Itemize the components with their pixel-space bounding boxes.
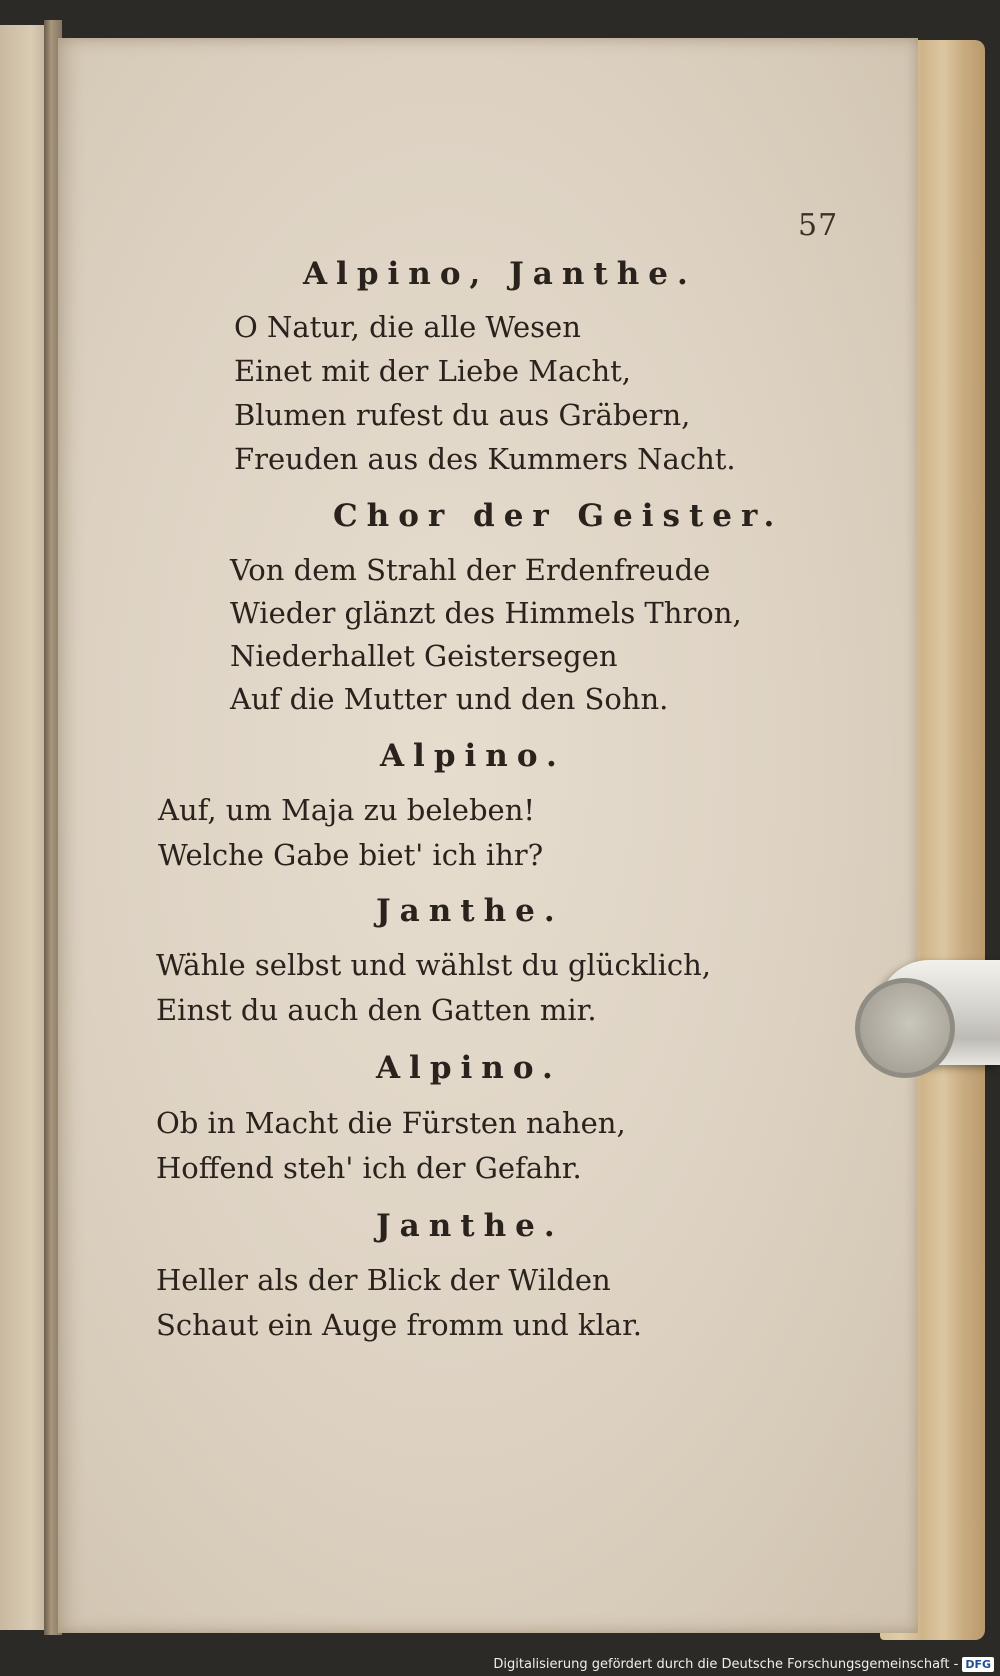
speaker-heading: Alpino.: [376, 1050, 562, 1086]
verse-line: Wieder glänzt des Himmels Thron,: [230, 596, 742, 630]
verse-line: Ob in Macht die Fürsten nahen,: [156, 1106, 626, 1140]
verse-line: O Natur, die alle Wesen: [234, 310, 581, 344]
verse-line: Heller als der Blick der Wilden: [156, 1263, 611, 1297]
verse-line: Schaut ein Auge fromm und klar.: [156, 1308, 642, 1342]
digitization-credit: [493, 1657, 994, 1672]
verse-line: Auf, um Maja zu beleben!: [158, 793, 536, 827]
page-number: 57: [798, 208, 839, 243]
page-clip: [855, 960, 1000, 1075]
speaker-heading: Janthe.: [376, 1208, 564, 1244]
verse-line: Freuden aus des Kummers Nacht.: [234, 442, 736, 476]
book-page: [58, 38, 918, 1633]
verse-line: Niederhallet Geistersegen: [230, 639, 618, 673]
verse-line: Einst du auch den Gatten mir.: [156, 993, 597, 1027]
clip-ring: [855, 978, 955, 1078]
credit-text: Digitalisierung gefördert durch die Deutsche Forschungsgemeinschaft -: [493, 1657, 959, 1672]
speaker-heading: Alpino, Janthe.: [303, 256, 697, 292]
verse-line: Wähle selbst und wählst du glücklich,: [156, 948, 711, 982]
verse-line: Auf die Mutter und den Sohn.: [230, 682, 669, 716]
verse-line: Von dem Strahl der Erdenfreude: [230, 553, 711, 587]
verse-line: Blumen rufest du aus Gräbern,: [234, 398, 691, 432]
speaker-heading: Chor der Geister.: [333, 498, 784, 534]
speaker-heading: Janthe.: [376, 893, 564, 929]
dfg-logo: DFG: [962, 1657, 994, 1672]
verse-line: Hoffend steh' ich der Gefahr.: [156, 1151, 582, 1185]
speaker-heading: Alpino.: [380, 738, 566, 774]
verse-line: Einet mit der Liebe Macht,: [234, 354, 632, 388]
verse-line: Welche Gabe biet' ich ihr?: [158, 838, 544, 872]
